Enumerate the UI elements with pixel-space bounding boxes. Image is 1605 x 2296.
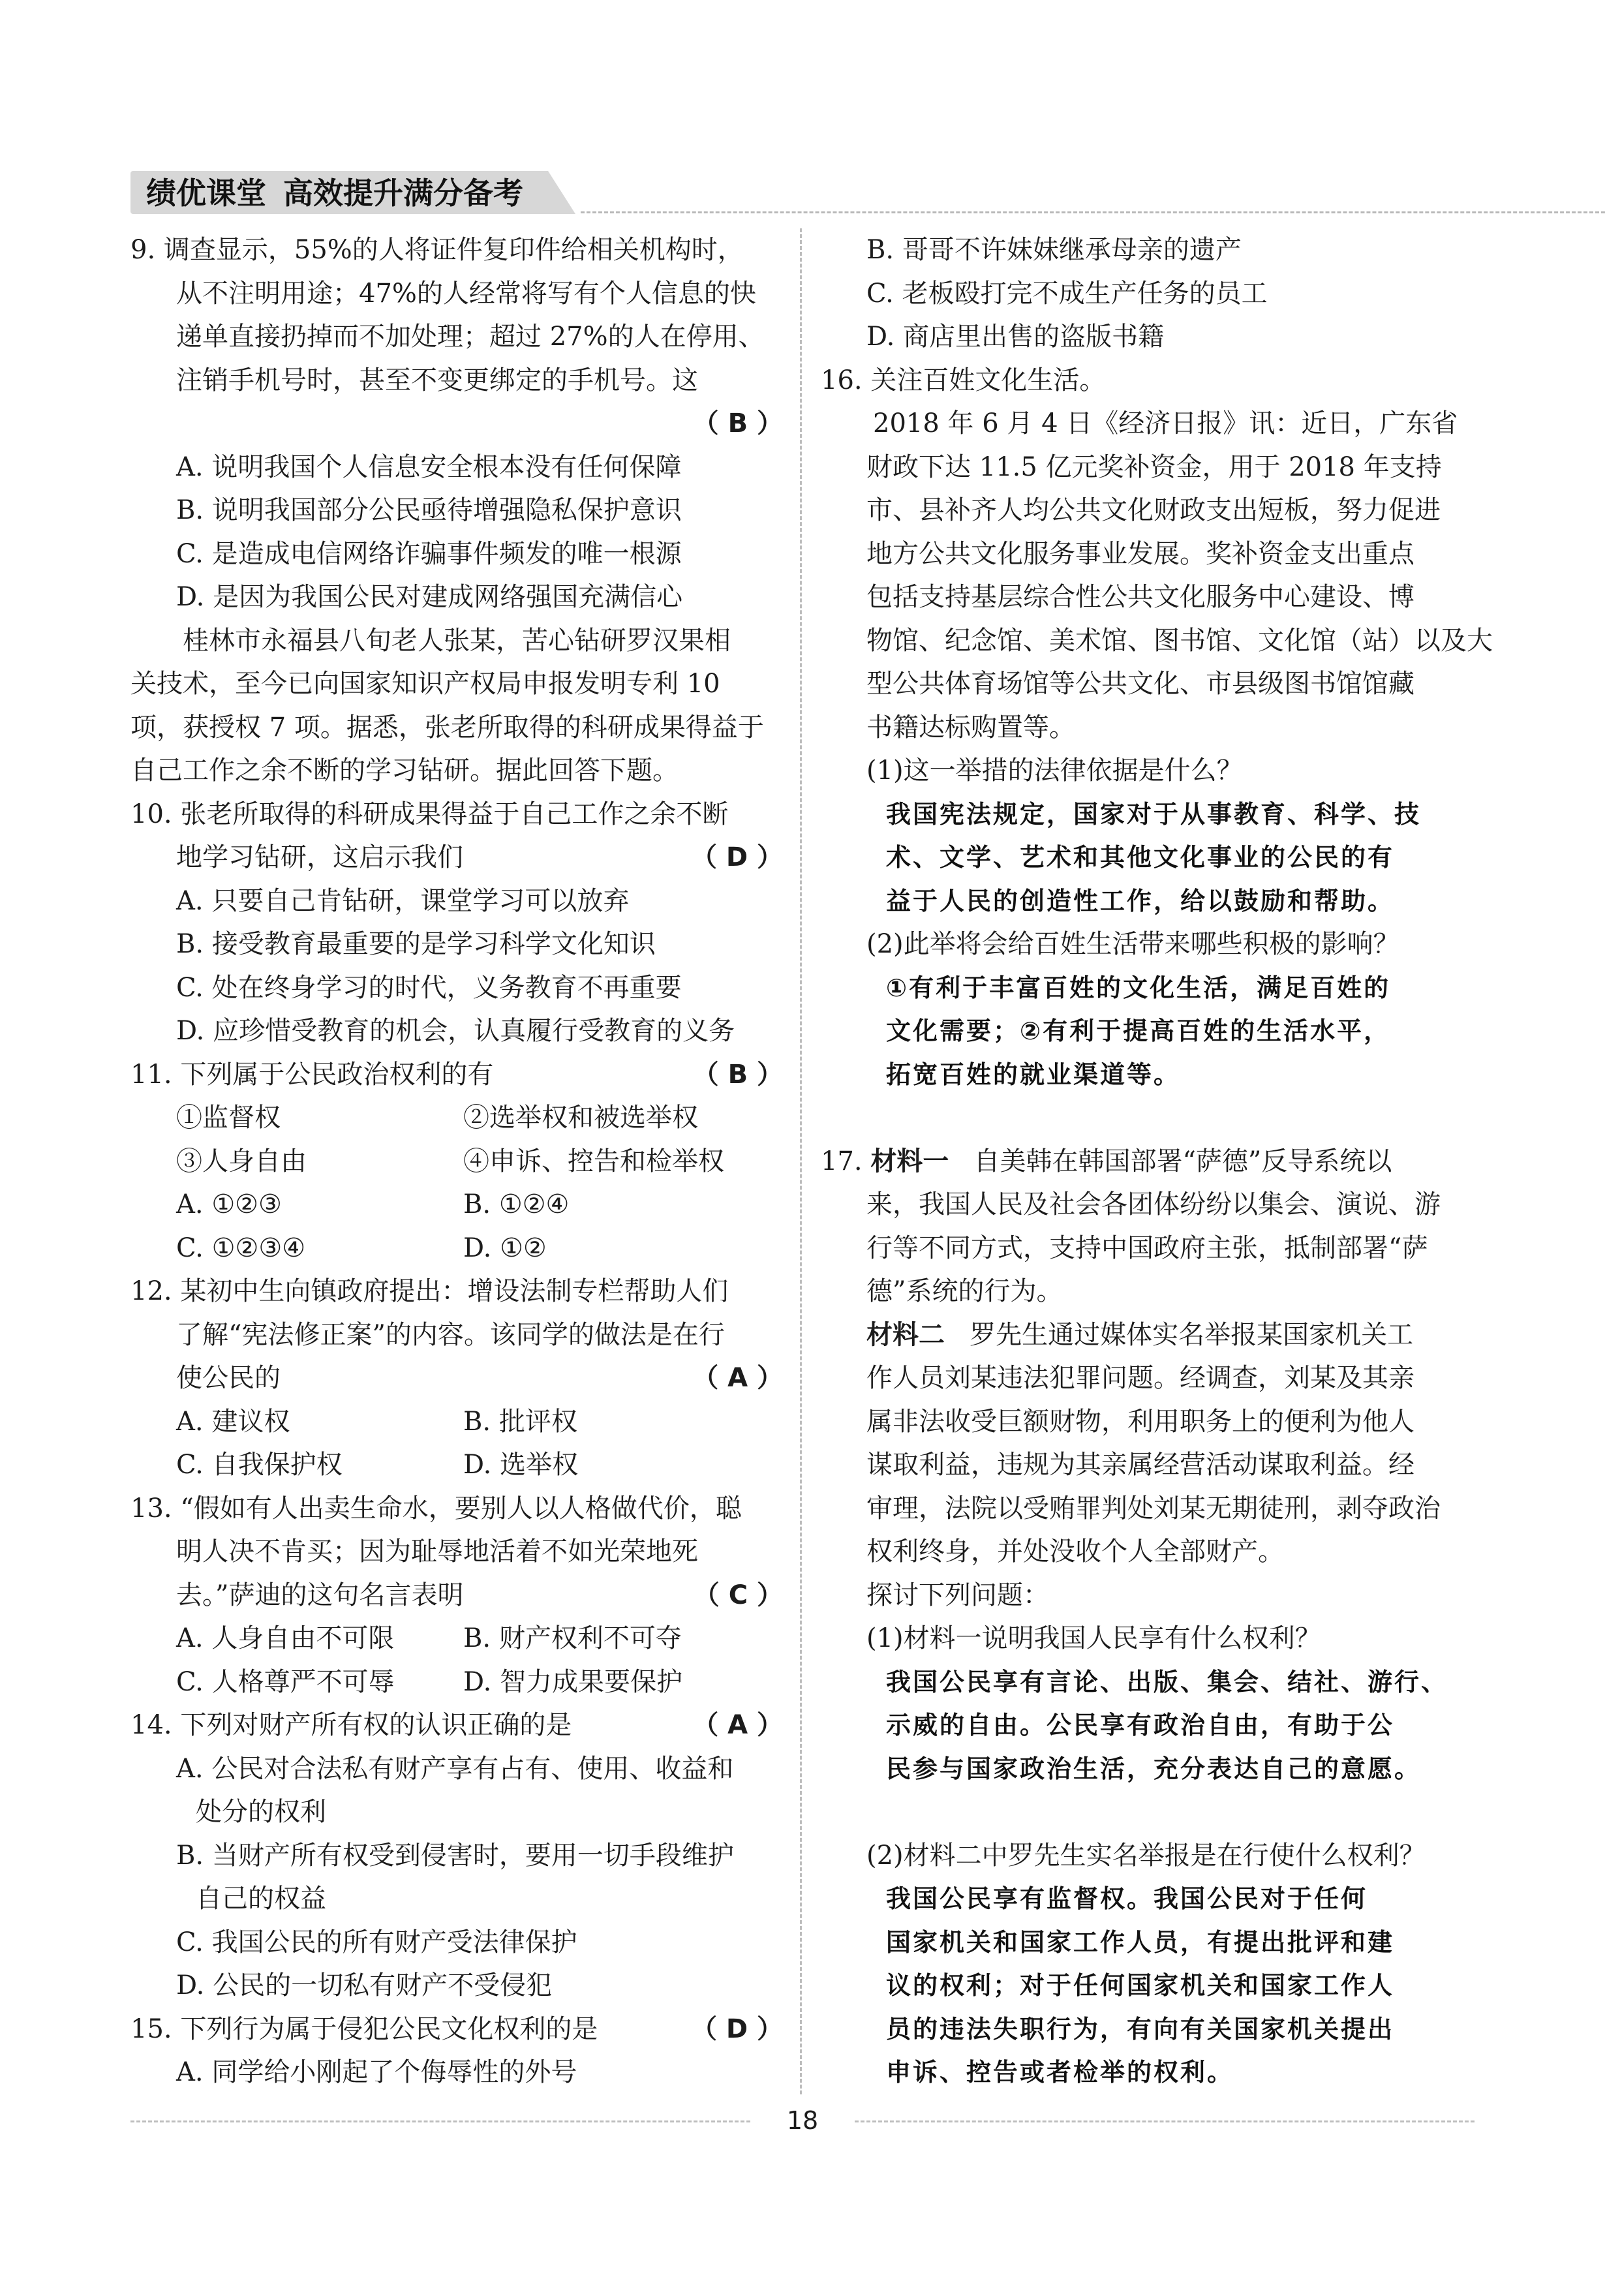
handwritten-answer: 民参与国家政治生活，充分表达自己的意愿。 [886,1754,1422,1783]
handwritten-answer: 申诉、控告或者检举的权利。 [886,2058,1234,2087]
handwritten-answer: ①有利于丰富百姓的文化生活，满足百姓的 [886,973,1391,1002]
material-line: 作人员刘某违法犯罪问题。经调查，刘某及其亲 [866,1363,1414,1393]
question-line: 注销手机号时，甚至不变更绑定的手机号。这 [176,365,698,395]
option: C. 是造成电信网络诈骗事件频发的唯一根源 [176,538,682,569]
answer-mark: （ A ） [692,1363,783,1393]
material-line: 市、县补齐人均公共文化财政支出短板，努力促进 [866,495,1441,525]
passage-line: 桂林市永福县八旬老人张某，苦心钻研罗汉果相 [183,625,731,656]
material-line: 包括支持基层综合性公共文化服务中心建设、博 [866,582,1414,612]
material-line: 书籍达标购置等。 [866,712,1075,742]
option: C. 自我保护权 [176,1450,343,1480]
handwritten-answer: 我国宪法规定，国家对于从事教育、科学、技 [886,799,1422,829]
header-divider [581,211,1605,213]
passage-line: 自己工作之余不断的学习钻研。据此回答下题。 [130,756,679,786]
option: D. ①② [463,1232,547,1263]
question-line: 10. 张老所取得的科研成果得益于自己工作之余不断 [130,799,729,829]
question-line: 使公民的 [176,1363,281,1393]
option: A. 公民对合法私有财产享有占有、使用、收益和 [176,1753,734,1784]
passage-line: 项，获授权 7 项。据悉，张老所取得的科研成果得益于 [130,712,764,742]
question-stem: 14. 下列对财产所有权的认识正确的是 [130,1710,572,1740]
handwritten-answer: 文化需要；②有利于提高百姓的生活水平， [886,1017,1391,1045]
passage-line: 关技术，至今已向国家知识产权局申报发明专利 10 [130,669,720,699]
option: B. 财产权利不可夺 [463,1623,682,1653]
question-17: 17. 材料一 自美韩在韩国部署“萨德”反导系统以 来，我国人民及社会各团体纷纷以集会、演说、游 行等不同方式，支持中国政府主张，抵制部署“萨 德”系统的行为。 材料二 罗先生通过媒体实名举报某国家机关工 作人员刘某违法犯罪问题。经调查，刘某及其亲 属非法收受巨额财物，利用职务上的便利为他人 谋取利益，违规为其亲属经营活动谋取利益。经 审理，法院以受贿罪判处刘某无期徒刑，剥夺政治 权利终身，并处没收个人全部财产。 探讨下列问题： (1)材料一说明我国人民享有什么权利？ 我国公民享有言论、出版、集会、结社、游行、 示威的自由。公民享有政治自由，有助于公 民参与国家政治生活，充分表达自己的意愿。 (2)材料二中罗先生实名举报是在行使什么权利？ 我国公民享有监督权。我国公民对于任何 国家机关和国家工作人员，有提出批评和建 议的权利；对于任何国家机关和国家工作人 员的违法失职行为，有向有关国家机关提出 申诉、控告或者检举的权利。 [821,1140,1480,2094]
option: D. 应珍惜受教育的机会，认真履行受教育的义务 [176,1016,735,1046]
handwritten-answer: 益于人民的创造性工作，给以鼓励和帮助。 [886,886,1395,915]
material-line: 型公共体育场馆等公共文化、市县级图书馆馆藏 [866,669,1414,699]
option: D. 选举权 [463,1450,579,1480]
question-line: 13. “假如有人出卖生命水，要别人以人格做代价，聪 [130,1493,742,1523]
question-stem: 15. 下列行为属于侵犯公民文化权利的是 [130,2013,598,2044]
option: C. 处在终身学习的时代，义务教育不再重要 [176,972,682,1003]
handwritten-answer: 员的违法失职行为，有向有关国家机关提出 [886,2014,1395,2043]
question-13 [130,1487,789,1704]
item: ②选举权和被选举权 [463,1103,698,1133]
question-16 [821,359,1493,1097]
option: C. ①②③④ [176,1232,306,1263]
option: B. 当财产所有权受到侵害时，要用一切手段维护 [176,1840,734,1871]
question-14 [130,1704,789,2008]
page-number: 18 [786,2106,819,2135]
handwritten-answer: 议的权利；对于任何国家机关和国家工作人 [886,1971,1395,2000]
option: B. 接受教育最重要的是学习科学文化知识 [176,929,656,959]
brand-title [146,174,523,213]
option: A. 只要自己肯钻研，课堂学习可以放弃 [176,885,630,916]
sub-question: (1)材料一说明我国人民享有什么权利？ [866,1623,1321,1653]
material-line: 2018 年 6 月 4 日《经济日报》讯：近日，广东省 [873,408,1458,438]
option-cont: 自己的权益 [196,1884,326,1914]
material-line: 谋取利益，违规为其亲属经营活动谋取利益。经 [866,1450,1414,1480]
question-12 [130,1270,789,1487]
material-line: 自美韩在韩国部署“萨德”反导系统以 [973,1146,1392,1176]
right-column [821,228,1493,2094]
option: A. 建议权 [176,1406,290,1437]
material-line: 来，我国人民及社会各团体纷纷以集会、演说、游 [866,1189,1441,1219]
question-stem: 11. 下列属于公民政治权利的有 [130,1059,494,1090]
answer-mark: （ C ） [693,1580,783,1610]
option: C. 我国公民的所有财产受法律保护 [176,1927,577,1957]
option: C. 老板殴打完不成生产任务的员工 [866,278,1268,309]
handwritten-answer: 我国公民享有监督权。我国公民对于任何 [886,1884,1368,1913]
option: B. 批评权 [463,1406,577,1437]
question-15-continued [821,228,1480,359]
option: B. 说明我国部分公民亟待增强隐私保护意识 [176,495,682,525]
material-line: 属非法收受巨额财物，利用职务上的便利为他人 [866,1406,1414,1437]
material-line: 审理，法院以受贿罪判处刘某无期徒刑，剥夺政治 [866,1493,1441,1523]
brand-name: 绩优课堂 [146,176,266,211]
material-line: 行等不同方式，支持中国政府主张，抵制部署“萨 [866,1232,1428,1263]
material-label: 材料二 [866,1319,945,1350]
handwritten-answer: 示威的自由。公民享有政治自由，有助于公 [886,1711,1395,1739]
brand-slogan: 高效提升满分备考 [283,176,523,211]
answer-mark: （ B ） [692,1059,783,1090]
page-footer [130,2104,1475,2137]
sub-question: (2)此举将会给百姓生活带来哪些积极的影响？ [866,929,1399,959]
material-line: 地方公共文化服务事业发展。奖补资金支出重点 [866,538,1414,569]
column-divider [800,228,802,2094]
left-column [130,228,789,2094]
option-cont: 处分的权利 [196,1797,326,1827]
page-header [130,171,1475,217]
material-line: 物馆、纪念馆、美术馆、图书馆、文化馆（站）以及大 [866,625,1493,656]
handwritten-answer: 国家机关和国家工作人员，有提出批评和建 [886,1927,1395,1957]
material-line: 权利终身，并处没收个人全部财产。 [866,1537,1284,1567]
question-line: 递单直接扔掉而不加处理；超过 27%的人在停用、 [176,322,765,352]
option: A. ①②③ [176,1189,282,1219]
option: A. 说明我国个人信息安全根本没有任何保障 [176,452,682,482]
option: A. 同学给小刚起了个侮辱性的外号 [176,2057,577,2087]
option: C. 人格尊严不可辱 [176,1666,395,1697]
item: ④申诉、控告和检举权 [463,1146,724,1176]
option: D. 公民的一切私有财产不受侵犯 [176,1970,553,2000]
question-15 [130,2008,789,2094]
handwritten-answer: 拓宽百姓的就业渠道等。 [886,1060,1181,1089]
option: D. 商店里出售的盗版书籍 [866,322,1165,352]
reading-passage [130,619,789,793]
question-line: 地学习钻研，这启示我们 [176,842,463,872]
answer-mark: （ B ） [692,408,783,438]
sub-question: (1)这一举措的法律依据是什么？ [866,756,1243,786]
question-11 [130,1053,789,1270]
question-line: 12. 某初中生向镇政府提出：增设法制专栏帮助人们 [130,1276,729,1306]
question-line: 9. 调查显示，55%的人将证件复印件给相关机构时， [130,235,744,265]
answer-mark: （ A ） [692,1710,783,1740]
question-9 [130,228,789,619]
material-line: 德”系统的行为。 [866,1276,1063,1306]
option: B. ①②④ [463,1189,570,1219]
item: ③人身自由 [176,1146,307,1176]
material-line: 财政下达 11.5 亿元奖补资金，用于 2018 年支持 [866,452,1442,482]
question-stem: 16. 关注百姓文化生活。 [821,365,1106,395]
question-line: 明人决不肯买；因为耻辱地活着不如光荣地死 [176,1537,698,1567]
footer-rule [130,2120,750,2122]
handwritten-answer: 我国公民享有言论、出版、集会、结社、游行、 [886,1667,1448,1696]
brand-banner [130,171,548,214]
material-label: 材料一 [870,1146,949,1176]
question-line: 了解“宪法修正案”的内容。该同学的做法是在行 [176,1319,725,1350]
brand-triangle-icon [548,171,575,214]
question-10 [130,793,789,1053]
answer-mark: （ D ） [690,842,783,872]
item: ①监督权 [176,1103,281,1133]
question-line: 从不注明用途；47%的人经常将写有个人信息的快 [176,278,756,309]
option: B. 哥哥不许妹妹继承母亲的遗产 [866,235,1242,265]
sub-question: (2)材料二中罗先生实名举报是在行使什么权利？ [866,1840,1426,1871]
footer-rule [855,2120,1475,2122]
option: A. 人身自由不可限 [176,1623,395,1653]
option: D. 是因为我国公民对建成网络强国充满信心 [176,582,683,612]
material-line: 罗先生通过媒体实名举报某国家机关工 [970,1319,1414,1350]
answer-mark: （ D ） [690,2013,783,2044]
option: D. 智力成果要保护 [463,1666,683,1697]
handwritten-answer: 术、文学、艺术和其他文化事业的公民的有 [886,843,1395,872]
question-line: 去。”萨迪的这句名言表明 [176,1580,464,1610]
discussion-prompt: 探讨下列问题： [866,1580,1049,1610]
